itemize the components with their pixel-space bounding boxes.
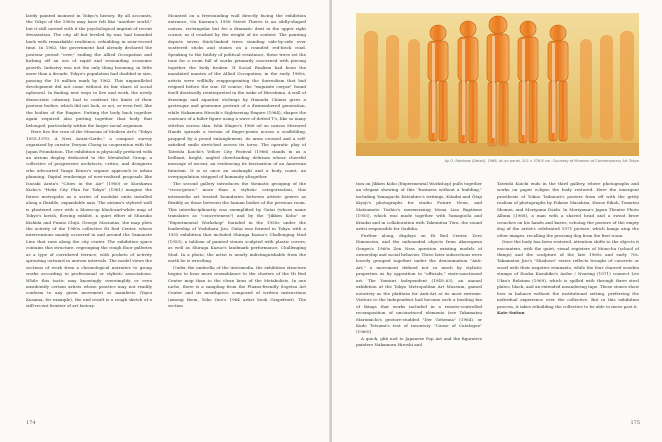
paragraph: The second gallery introduces the thematic grouping of the "cross-genre," more than a stylistic categorization, this intermedia art treated boundaries between artistic genres as flexibly as those between the human bodies of the previous room. This interdisciplinarity was exemplified by Gutai (whose name translates as "concreteness") and by the "Jikken Kobo" or "Experimental Workshop" founded in the 1950s under the leadership of Yoshihara Jiro. Gutai was formed in Tokyo with a 1955 exhibition that included Shiraga Kazuo's Challenging Mud (1955), a tableau of painted stones sculpted with plastic covers, as well as Shiraga Kazuo's landmark performance, Challenging Mud. In a photo, the artist is nearly indistinguishable from the earth he is wrestling. xyxy=(168,180,306,264)
paragraph: lately painted moment in Tokyo's history. By all accounts, the Tokyo of the 1960s may have felt like "another world," but it still carried with it the psychological imprint of recent devastation. The city, all but leveled by war, had bounded back with remarkable resilience, rebuilding in near-record time. In 1962, the government had already declared the postwar period "over," ending the Allied Occupation and kicking off an era of rapid and resounding economic growth. Industry was not the only thing booming; in little more than a decade, Tokyo's population had doubled in size, passing the 10 million mark by 1962. This unparalleled development did not come without its fair share of social upheaval. In finding new ways to live and work, the newly democratic citizenry had to confront the limits of their postwar bodies, which did not look, or act, or even feel, like the bodies of the Empire. Putting the body back together again required also putting together that body that belonged, particularly within the larger social organism. xyxy=(26,13,152,128)
paragraph: Further along, displays on Hi Red Center, Zero Dimension, and the unbounded objects from Akasegawa Genpei's 1960s Zen Ness question existing models of ownership and social behavior. Three later subsections were loosely grouped together under the denomination "Anti-Art," a movement defined not so much by stylistic properties as by opposition to "officials," state-sanctioned art. The Yomiuri Independent (1949–63), an annual exhibition at the Tokyo Metropolitan Art Museum, gained notoriety as the platform for Anti-Art at its most extreme. Visitors to the Independent had become such a bustling fan of things that works included in a remote-controlled recomposition of unconvinced elements (see Takamatsu Marumichi's gesture-studded "Der Gehenna" (1964), or Kudo Tetsumi's test of inventory "Cause of Catalogue" (1960)). xyxy=(356,232,482,335)
left-column-1 xyxy=(26,13,152,413)
paragraph: Under the umbrella of the intermedia, the exhibition structure begins to hear more resemblance to the clusters of the Hi Red Center map than to the clean lines of the Metabolists. In one niche, there is a sampling from the Fluxus-friendly Sogetsu Art Center and its mouthpiece composed of written instructions (among them, Yoko Ono's 1964 artist book Grapefruit). The section xyxy=(168,264,306,309)
right-page xyxy=(332,0,662,442)
paragraph: Tateishi Koichi ends in the third gallery, where photographs and works on paper eclipse the body restored. Here the emergent prosthesis of Yokoo Tadanori's posters from off with the gritty realism of photographs by Fukase Masahisa, Hosoe Eikoh, Tomatsu Shomei, and Moriyama Daido. In Moriyama's Japan Theater Photo Album (1968), a man with a shaved head and a sweat brow crouches on his hands and knees, echoing the posture of the empty dog of the artist's celebrated 1971 picture, which hangs atop the other images, recalling the pressing dog from the first room. xyxy=(497,181,639,238)
paragraph: tion on Jikken Kobo (Experimental Workshop) pulls together an elegant showing of this "business without a building," including Yamaguchi Katsuhiro's writings, Kitadai and Ōtaji Kiyoji's photographs for studio Future Neon, and Matsumoto Toshio's mesmerizing Mona Lisa Baptisms (1955), which was made together with Yamaguchi and Kitadai and in collaboration with Takemitsu Tōru, the sound artist responsible for Gadidia. xyxy=(356,181,482,232)
page-number-left: 174 xyxy=(26,420,36,426)
left-page xyxy=(0,0,330,442)
right-column-1 xyxy=(356,181,482,413)
paragraph: A quick, glib nod to Japanese Pop Art and the figurative painters Nakamura Hiroshi and xyxy=(356,335,482,348)
author-credit: Kate Sutton xyxy=(497,310,525,316)
paragraph: Once the body has been restored, attention shifts to the objects it encounters, with the quiet, visual registers of Mono-ha (school of things) and the sculpture of the late 1960s and early 70s. Takamatsu Jiro's "Shadows" series reflects troughs of concrete or wood with their negative remnants, while the four charred wooden stumps of Enoku Kazuhiko's Ardor / Nearing (1971) connect Lee Ufan's Relatum (1969), which is spilled with through three steel plates, black, and an extended meandering tape. These stones show how in balance without the institutional setting, preferring the individual experience over the collective. But in this exhibition process, it takes rebuilding the collective to be able to move past it. xyxy=(497,239,639,309)
paragraph: Here lies the crux of the Museum of Modern Art's "Tokyo 1955–1970: A New Avant-Garde," a compact survey organized by curator Doryun Chong in cooperation with the Japan Foundation. The exhibition is physically prefaced with an atrium display dedicated to the Metabolist Group, a collective of progressive architects, critics, and designers who advocated Tange Kenzo's organic approach to urban planning. Digital renderings of now-realized proposals like Isozaki Arata's "Cities in the Air" (1960) or Kurokawa Kisho's "Helix City Plan for Tokyo" (1961) imagine the future metropolis as a series of modular units installed along a flexible, expandable axis. The atrium's stylized wall is plastered over with a blown-up black-and-white map of Tokyo's lavish, flowing exhibit, a quiet effort of Shuzuko Kishida and Fumio Chijii. George Maciunas, the map plots the activity of the 1960s collective Hi Red Center, whose interventions mainly occurred in and around the Yamanote Line that runs along the city center. The exhibition space contains this structure, regrouping the rough floor galleries as a type of corridored terrace, with pockets of activity sprouting outward in uneven intervals. The model views the sections of work from a chronological narrative to group works according to professional or stylistic associations. While this tactic may knowingly oversimplify or even misidentify certain artists whose practice may not readily conform to any given movement or manifesto (Yayoi Kusama, for example), the end result is a rough sketch of a still-recent frontier of art history. xyxy=(26,129,152,309)
page-number-right: 175 xyxy=(630,420,640,426)
right-column-2 xyxy=(497,181,639,413)
artwork-image xyxy=(356,13,639,156)
rainbow-artwork xyxy=(356,13,639,156)
paragraph: Mounted on a freestanding wall directly facing the exhibition entrance, On Kawara's 1956 Street Theres is an oddly-shaped canvas, rectangular but for a dramatic dent in the upper right corner, as if crushed by the weight of its content. The painting depicts seven thick-limbed trees standing side-by-side over scattered sticks and stones on a rounded red-brick road. Speaking to the futility of political resistance, these trees set the tone for a room full of works primarily concerned with piecing together the body broken. If Social Realism had been the mandated mantra of the Allied Occupation, in the early 1960s, artists were willfully reappropriating the Surrealism that had reigned before the war. Of course, the "exquisite corpse" found itself drastically reinterpreted in the wake of Hiroshima. A wall of drawings and aquatint etchings by Hamada Chimei gives a grotesque and gruesome portrait of a dismembered generation, while Nakamura Hiroshi's Sightseeing Empire (1964), shapes the contours of a fuller figure using a wave of dotted T's, like so many stitches across skin. Ishii Shigeo's 1966 oil on canvas Mirrored Hands spreads a terrain of finger-prints across a scaffolding, propped by a proud entanglement, its arms crossed and a self-satisfied smile stretched across its torso. The operatic play of Tateishi Koichi's Yellow City Festival (1966) stands in as a brilliant, bright, angled cheerleading delirium whose cheerful message of ascent, an evidencing its fascination of an American futurism. It is at once an onslaught and a body count, an overpopulation stripped of humanity altogether. xyxy=(168,13,306,180)
left-column-2 xyxy=(168,13,306,413)
figure-caption: Ay-O, Rainbow (Detail), 1966, oil on panel, 201 x 376.8 cm. Courtesy of Museum of Contemporary Art Tokyo xyxy=(444,159,639,163)
